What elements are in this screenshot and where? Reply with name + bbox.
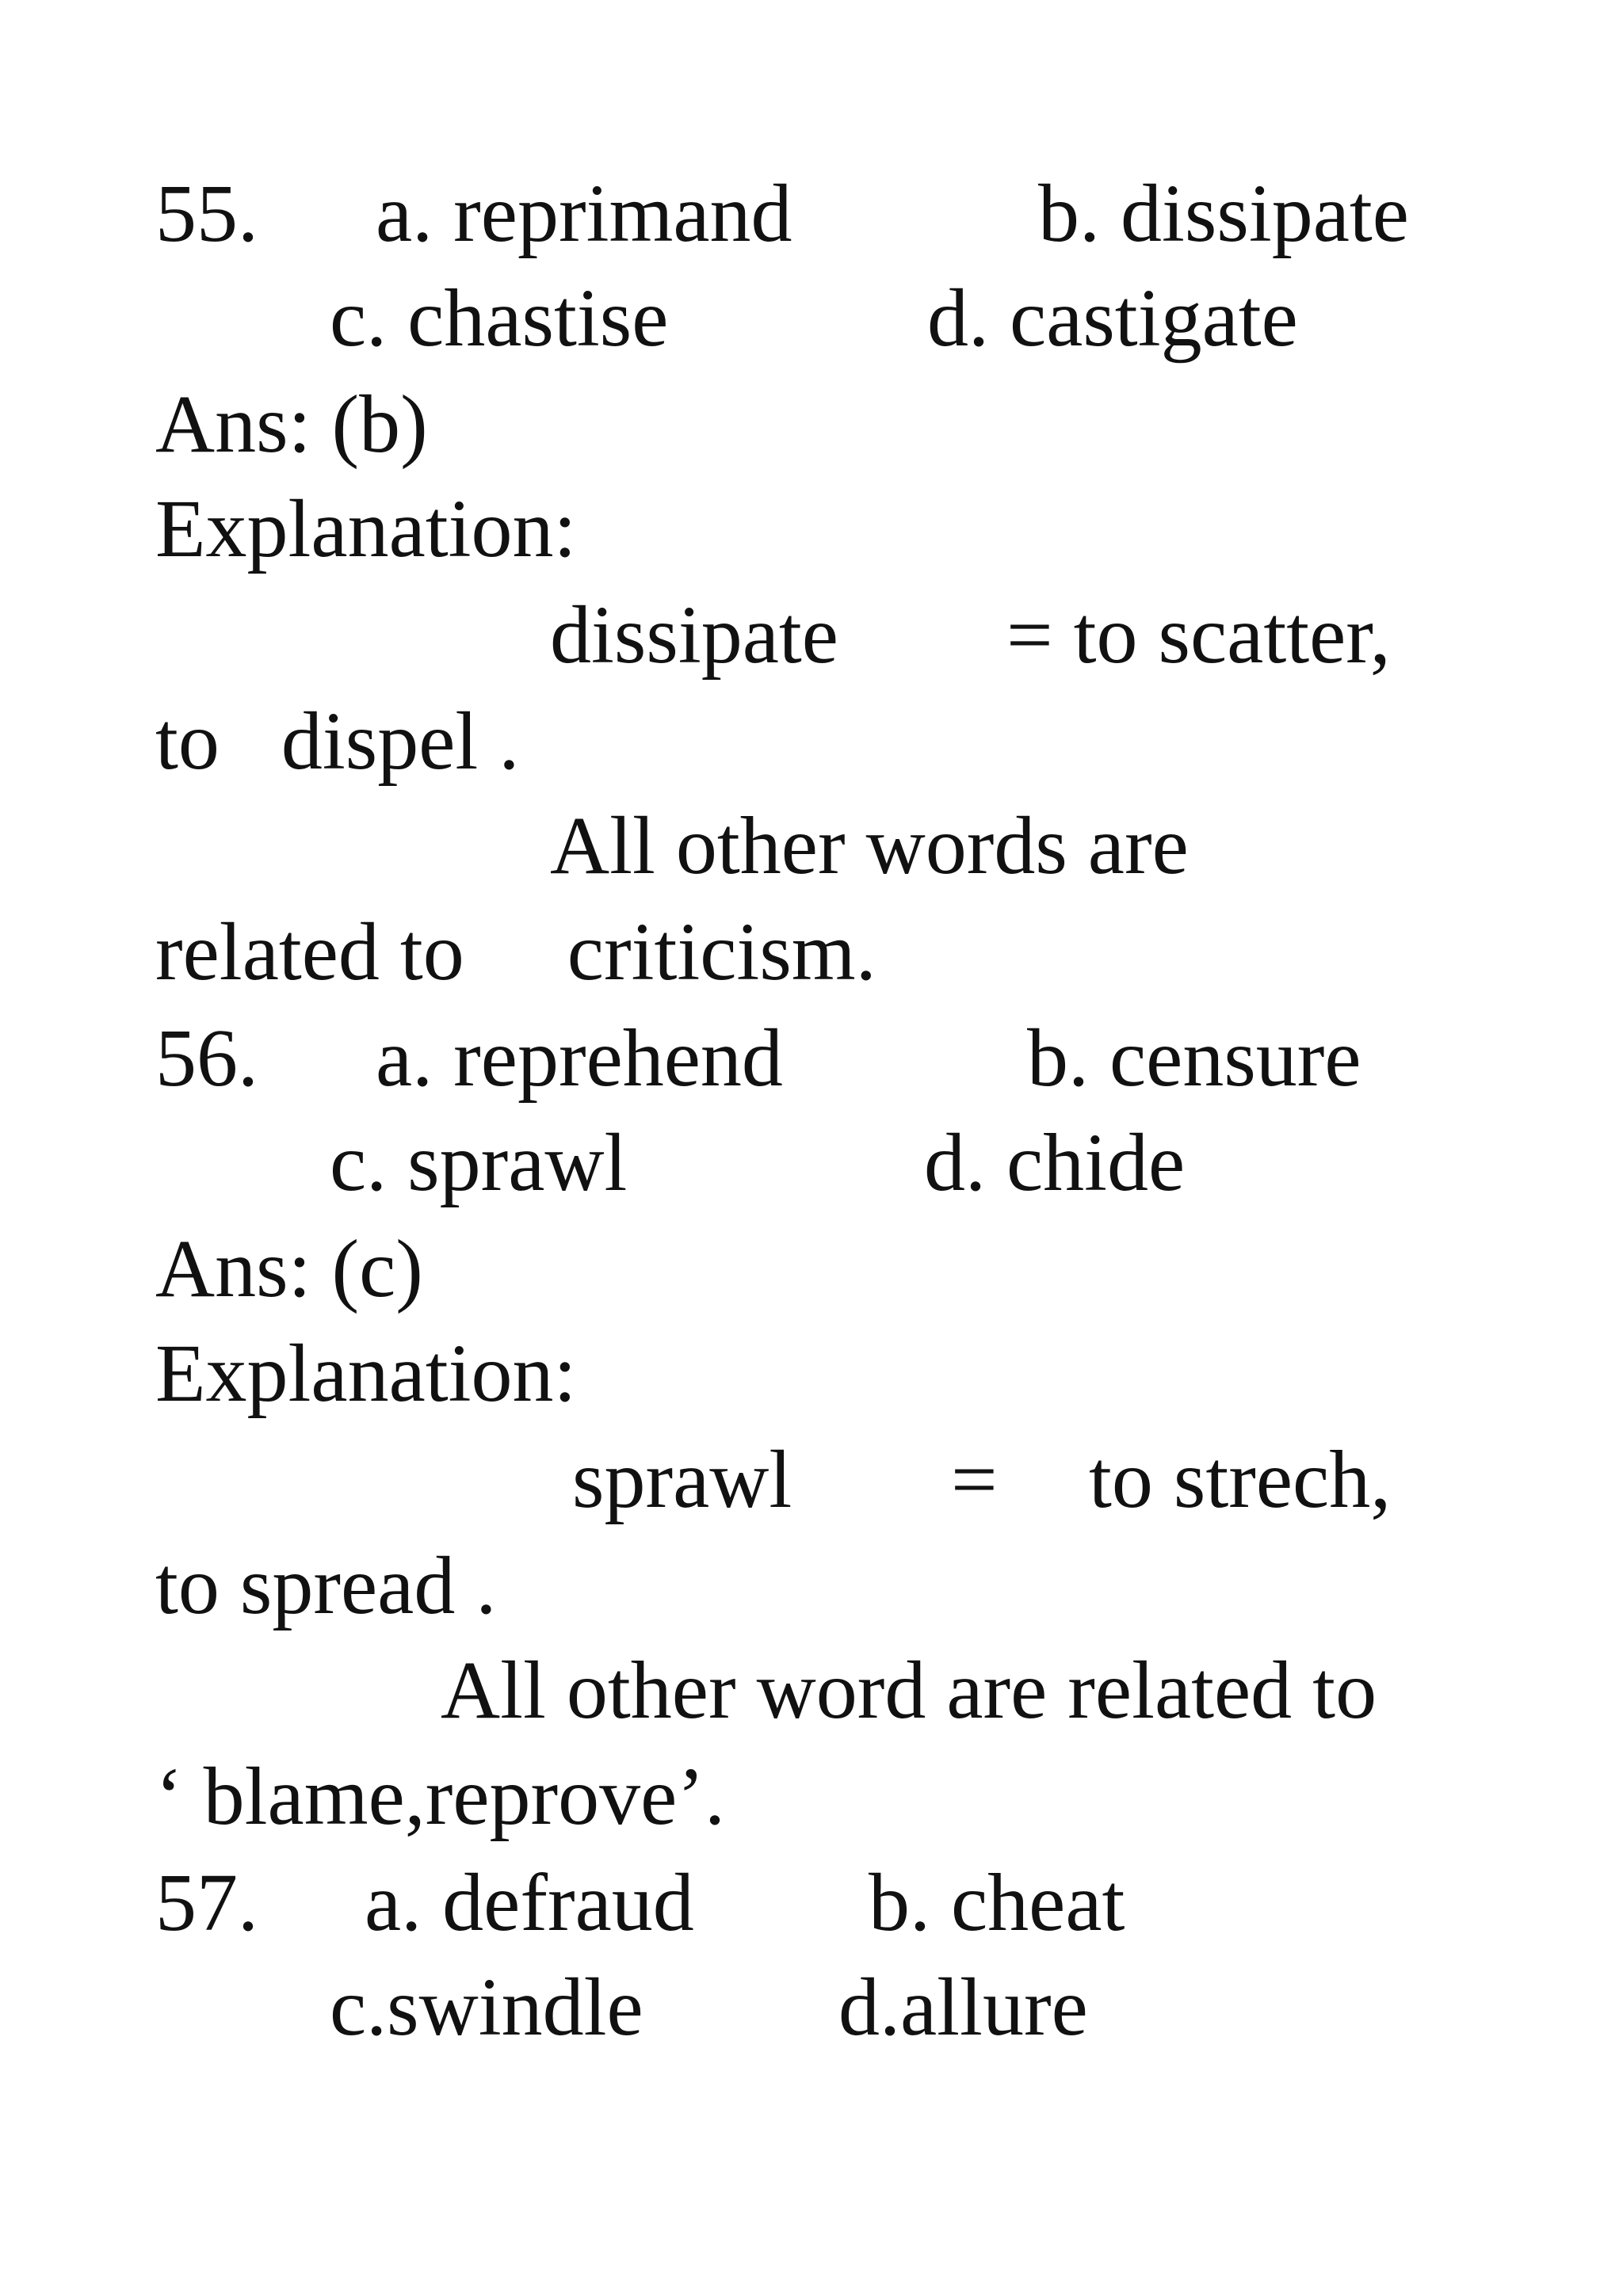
q56-definition-line-1: to strech,	[1089, 1434, 1392, 1525]
q55-option-c: c. chastise	[330, 273, 669, 364]
q56-term: sprawl	[572, 1434, 792, 1525]
q56-note-line-1: All other word are related to	[441, 1645, 1377, 1736]
q57-option-a: a. defraud	[365, 1857, 694, 1948]
q57-number: 57.	[155, 1857, 258, 1948]
q55-explanation-label: Explanation:	[155, 483, 577, 574]
q56-definition-line-2: to spread .	[155, 1540, 497, 1631]
q57-option-d: d.allure	[838, 1962, 1088, 2053]
q55-note-line-1: All other words are	[550, 800, 1189, 891]
q55-definition-line-2: to dispel .	[155, 696, 520, 787]
q55-number: 55.	[155, 168, 258, 259]
q55-note-line-2: related to criticism.	[155, 906, 876, 997]
q55-option-a: a. reprimand	[376, 168, 792, 259]
q55-definition-line-1: = to scatter,	[1006, 589, 1391, 681]
q56-option-b: b. censure	[1027, 1013, 1361, 1104]
q57-option-b: b. cheat	[869, 1857, 1125, 1948]
q56-answer: Ans: (c)	[155, 1223, 423, 1314]
q56-option-c: c. sprawl	[330, 1117, 628, 1208]
q55-option-d: d. castigate	[927, 273, 1298, 364]
q56-explanation-label: Explanation:	[155, 1328, 577, 1419]
q56-note-line-2: ‘ blame,reprove’.	[155, 1751, 725, 1842]
q55-term: dissipate	[550, 589, 838, 681]
q55-answer: Ans: (b)	[155, 379, 428, 470]
q56-option-d: d. chide	[924, 1117, 1186, 1208]
q55-option-b: b. dissipate	[1038, 168, 1409, 259]
q56-number: 56.	[155, 1013, 258, 1104]
q56-option-a: a. reprehend	[376, 1013, 783, 1104]
q56-equals: =	[951, 1434, 998, 1525]
q57-option-c: c.swindle	[330, 1962, 643, 2053]
